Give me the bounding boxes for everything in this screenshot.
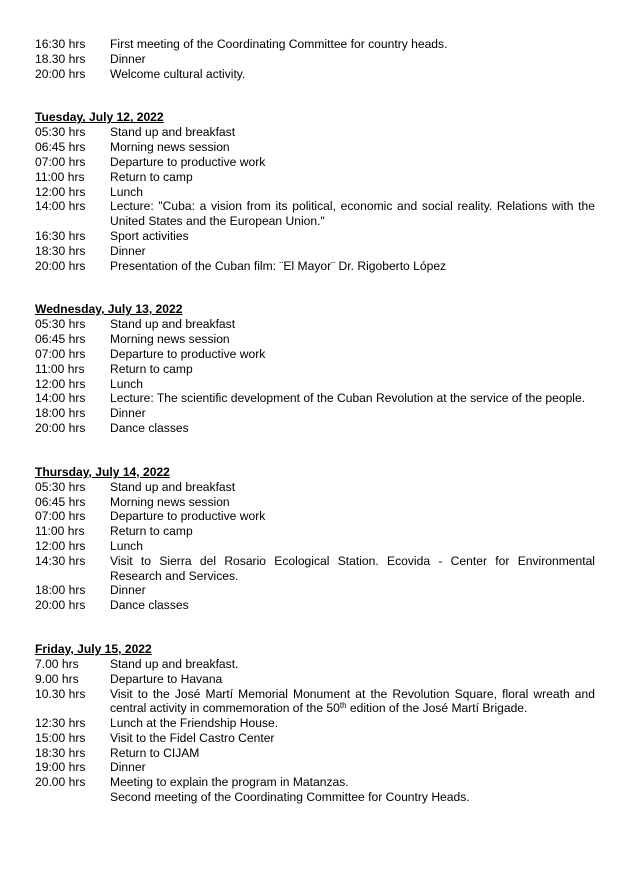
activity (110, 687, 595, 717)
time: 20:00 hrs (35, 258, 86, 273)
schedule-row (35, 716, 595, 731)
day-thursday (35, 465, 595, 613)
time: 15:00 hrs (35, 730, 86, 745)
schedule-row (35, 229, 595, 244)
schedule-row (35, 347, 595, 362)
activity: Stand up and breakfast (110, 479, 236, 494)
time: 14:30 hrs (35, 553, 86, 568)
schedule-row (35, 259, 595, 274)
activity: Stand up and breakfast. (110, 656, 239, 671)
schedule-row (35, 362, 595, 377)
time: 05:30 hrs (35, 125, 86, 140)
time: 06:45 hrs (35, 140, 86, 155)
activity: First meeting of the Coordinating Committee for country heads. (110, 37, 448, 51)
schedule-row (35, 317, 595, 332)
schedule-row (35, 155, 595, 170)
time: 07:00 hrs (35, 154, 86, 169)
time: 9.00 hrs (35, 671, 79, 686)
schedule-row (35, 554, 595, 584)
schedule-row (35, 480, 595, 495)
time: 18:00 hrs (35, 583, 86, 598)
activity: Lunch (110, 538, 143, 553)
activity: Return to CIJAM (110, 745, 200, 760)
activity: Welcome cultural activity. (110, 66, 246, 81)
schedule-row (35, 598, 595, 613)
time: 20:00 hrs (35, 598, 86, 613)
schedule-row (35, 495, 595, 510)
schedule-row (35, 377, 595, 392)
activity: Sport activities (110, 228, 189, 243)
activity-text-continued: edition of the José Martí Brigade. (346, 701, 528, 716)
day-heading: Wednesday, July 13, 2022 (35, 302, 183, 317)
time: 10.30 hrs (35, 686, 86, 701)
time: 11:00 hrs (35, 169, 85, 184)
schedule-row (35, 406, 595, 421)
schedule-row (35, 67, 595, 82)
ordinal-suffix: th (339, 701, 347, 711)
activity: Departure to Havana (110, 671, 223, 686)
time: 11:00 hrs (35, 361, 85, 376)
activity: Morning news session (110, 140, 230, 155)
activity: Stand up and breakfast (110, 125, 236, 140)
schedule-row (35, 140, 595, 155)
activity: Dance classes (110, 598, 189, 613)
schedule-row (35, 657, 595, 672)
schedule-row (35, 583, 595, 598)
time: 20.00 hrs (35, 775, 86, 790)
day-heading: Tuesday, July 12, 2022 (35, 110, 164, 125)
time: 05:30 hrs (35, 317, 86, 332)
time: 11:00 hrs (35, 524, 85, 539)
schedule-row (35, 687, 595, 717)
schedule-row (35, 746, 595, 761)
activity: Dinner (110, 406, 146, 421)
activity: Return to camp (110, 169, 193, 184)
activity: Dinner (110, 51, 146, 66)
schedule-row (35, 52, 595, 67)
day-heading: Friday, July 15, 2022 (35, 641, 152, 656)
time: 14:00 hrs (35, 199, 86, 214)
activity: Lunch (110, 184, 143, 199)
time: 12:00 hrs (35, 184, 86, 199)
day-heading: Thursday, July 14, 2022 (35, 464, 170, 479)
schedule-row (35, 760, 595, 775)
schedule-row (35, 37, 595, 52)
activity: Lecture: "Cuba: a vision from its political, economic and social reality. Relations with the United States and the European Union." (110, 199, 595, 229)
time: 12:00 hrs (35, 538, 86, 553)
schedule-row (35, 421, 595, 436)
schedule-row (35, 170, 595, 185)
activity: Morning news session (110, 494, 230, 509)
time: 06:45 hrs (35, 332, 86, 347)
time: 7.00 hrs (35, 656, 79, 671)
activity: Stand up and breakfast (110, 317, 236, 332)
time: 07:00 hrs (35, 509, 86, 524)
time: 14:00 hrs (35, 391, 86, 406)
time: 16:30 hrs (35, 228, 86, 243)
activity: Departure to productive work (110, 509, 266, 524)
time: 18:00 hrs (35, 406, 86, 421)
schedule-row (35, 185, 595, 200)
schedule-row (35, 244, 595, 259)
time: 18:30 hrs (35, 243, 86, 258)
time: 16:30 hrs (35, 37, 86, 51)
schedule-row (35, 199, 595, 229)
schedule-row (35, 332, 595, 347)
activity: Lunch (110, 376, 143, 391)
activity: Morning news session (110, 332, 230, 347)
time: 12:30 hrs (35, 716, 86, 731)
activity: Dinner (110, 243, 146, 258)
activity-text: Visit to the José Martí Memorial Monument at the Revolution Square, floral wreath and central activity in commemoration of the 50 (110, 686, 595, 716)
activity: Meeting to explain the program in Matanzas. (110, 775, 349, 790)
schedule-row (35, 672, 595, 687)
activity-continuation: Second meeting of the Coordinating Committee for Country Heads. (110, 790, 470, 805)
schedule-row (35, 731, 595, 746)
activity: Departure to productive work (110, 346, 266, 361)
activity: Return to camp (110, 524, 193, 539)
time: 12:00 hrs (35, 376, 86, 391)
schedule-row (35, 391, 595, 406)
activity: Dinner (110, 583, 146, 598)
schedule-row (35, 775, 595, 790)
activity: Lunch at the Friendship House. (110, 716, 279, 731)
schedule-row (35, 524, 595, 539)
activity: Dinner (110, 760, 146, 775)
activity: Dance classes (110, 420, 189, 435)
day-friday (35, 642, 595, 805)
activity: Departure to productive work (110, 154, 266, 169)
time: 20:00 hrs (35, 66, 86, 81)
time: 06:45 hrs (35, 494, 86, 509)
time: 18.30 hrs (35, 51, 86, 66)
activity: Lecture: The scientific development of the Cuban Revolution at the service of the people. (110, 391, 586, 406)
opening-block (35, 37, 595, 81)
time: 18:30 hrs (35, 745, 86, 760)
time: 05:30 hrs (35, 479, 86, 494)
schedule-row (35, 125, 595, 140)
activity: Visit to Sierra del Rosario Ecological Station. Ecovida - Center for Environmental Research and Services. (110, 553, 595, 583)
activity: Visit to the Fidel Castro Center (110, 730, 275, 745)
time: 20:00 hrs (35, 420, 86, 435)
time: 07:00 hrs (35, 346, 86, 361)
time: 19:00 hrs (35, 760, 86, 775)
activity: Return to camp (110, 361, 193, 376)
schedule-row (35, 539, 595, 554)
activity: Presentation of the Cuban film: ¨El Mayor¨ Dr. Rigoberto López (110, 258, 447, 273)
day-tuesday (35, 110, 595, 273)
schedule-row (35, 509, 595, 524)
schedule-document (35, 37, 595, 834)
day-wednesday (35, 302, 595, 435)
